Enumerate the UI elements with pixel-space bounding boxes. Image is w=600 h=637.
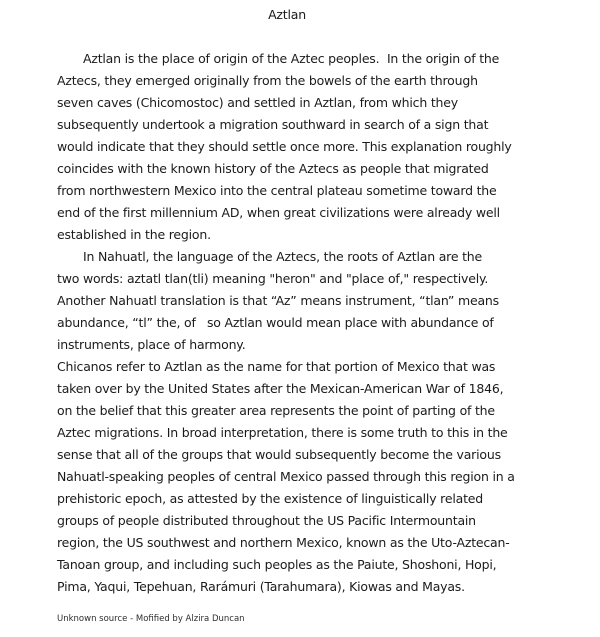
document-text-column — [57, 0, 517, 637]
text-line: Aztec migrations. In broad interpretation, there is some truth to this in the — [57, 425, 508, 440]
text-line: coincides with the known history of the Aztecs as people that migrated — [57, 161, 489, 176]
text-line: Aztlan is the place of origin of the Aztec peoples. In the origin of the — [83, 51, 500, 66]
text-line: established in the region. — [57, 227, 211, 242]
text-line: In Nahuatl, the language of the Aztecs, the roots of Aztlan are the — [83, 249, 483, 264]
source-attribution: Unknown source - Mofified by Alzira Duncan — [57, 614, 245, 624]
text-line: Tanoan group, and including such peoples as the Paiute, Shoshoni, Hopi, — [57, 557, 497, 572]
text-line: seven caves (Chicomostoc) and settled in Aztlan, from which they — [57, 95, 458, 110]
text-line: taken over by the United States after the Mexican-American War of 1846, — [57, 381, 504, 396]
text-line: prehistoric epoch, as attested by the existence of linguistically related — [57, 491, 483, 506]
text-line: end of the first millennium AD, when great civilizations were already well — [57, 205, 500, 220]
text-line: Nahuatl-speaking peoples of central Mexico passed through this region in a — [57, 469, 515, 484]
text-line: Chicanos refer to Aztlan as the name for that portion of Mexico that was — [57, 359, 496, 374]
document-body — [57, 48, 517, 598]
text-line: on the belief that this greater area represents the point of parting of the — [57, 403, 495, 418]
text-line: abundance, “tl” the, of so Aztlan would mean place with abundance of — [57, 315, 494, 330]
text-line: would indicate that they should settle once more. This explanation roughly — [57, 139, 512, 154]
text-line: from northwestern Mexico into the central plateau sometime toward the — [57, 183, 497, 198]
text-line: Another Nahuatl translation is that “Az” means instrument, “tlan” means — [57, 293, 499, 308]
text-line: groups of people distributed throughout the US Pacific Intermountain — [57, 513, 476, 528]
text-line: Pima, Yaqui, Tepehuan, Rarámuri (Tarahumara), Kiowas and Mayas. — [57, 579, 465, 594]
text-line: subsequently undertook a migration southward in search of a sign that — [57, 117, 489, 132]
document-title: Aztlan — [268, 7, 306, 22]
text-line: region, the US southwest and northern Mexico, known as the Uto-Aztecan- — [57, 535, 510, 550]
text-line: Aztecs, they emerged originally from the bowels of the earth through — [57, 73, 478, 88]
text-line: sense that all of the groups that would subsequently become the various — [57, 447, 501, 462]
text-line: instruments, place of harmony. — [57, 337, 246, 352]
text-line: two words: aztatl tlan(tli) meaning "heron" and "place of," respectively. — [57, 271, 489, 286]
